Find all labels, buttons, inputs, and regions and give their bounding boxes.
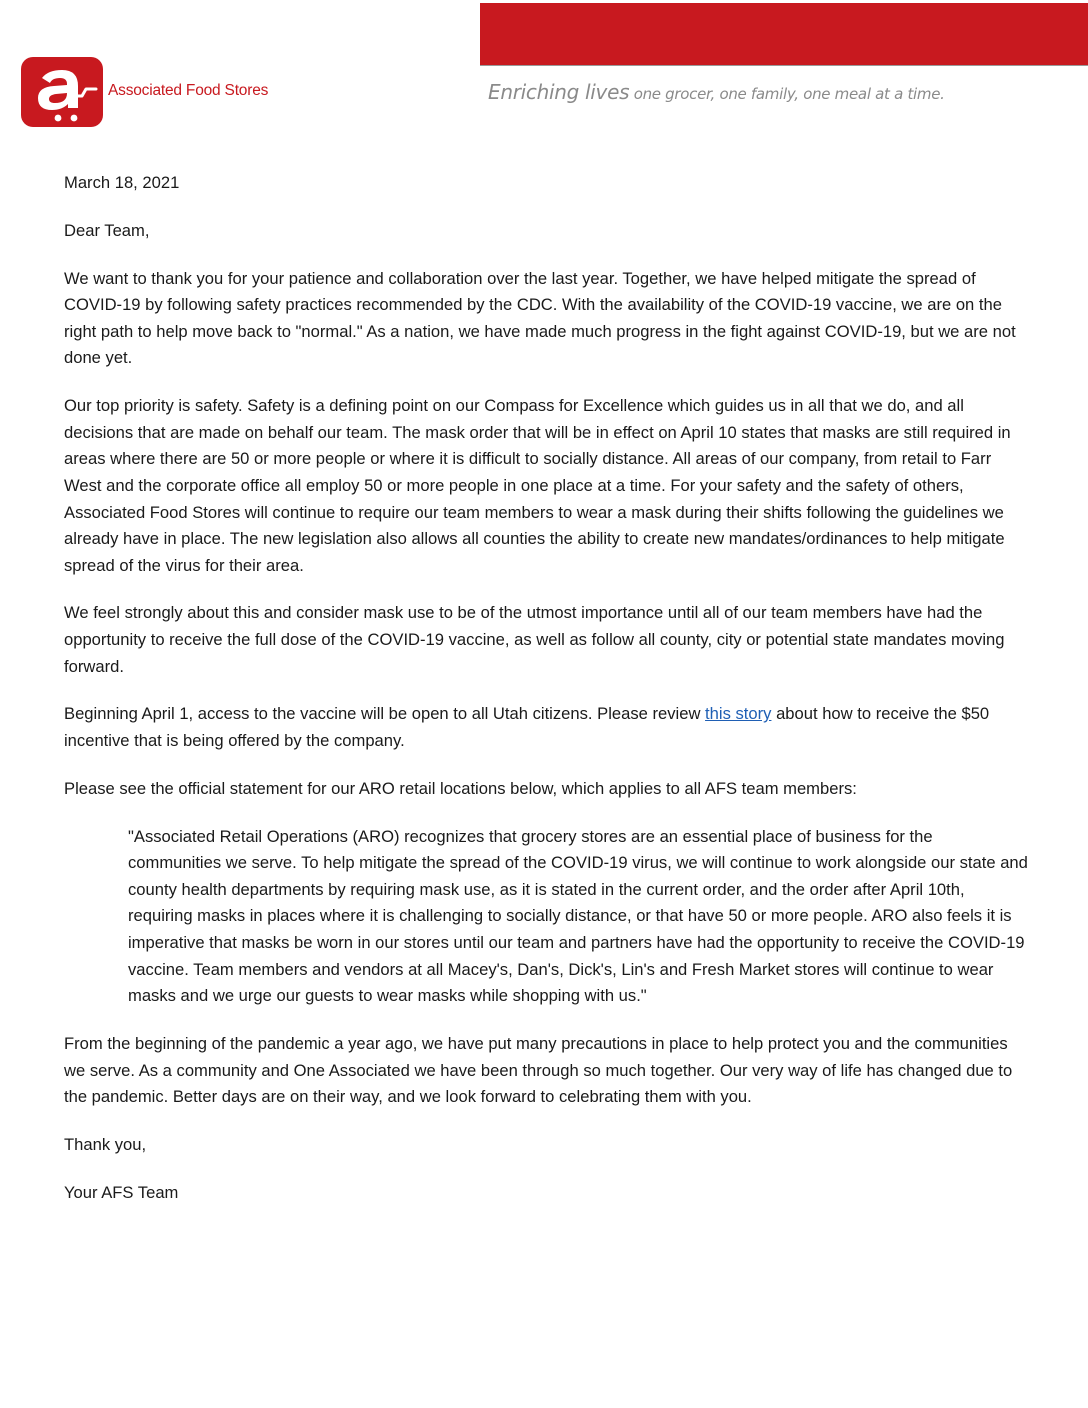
this-story-link[interactable]: this story <box>705 704 772 724</box>
aro-statement-quote: "Associated Retail Operations (ARO) recognizes that grocery stores are an essential place of business for the communities we serve. To help mitigate the spread of the COVID-19 virus, we will continue to work alongside our state and county health departments by requiring mask use, as it is stated in the current order, and the order after April 10th, requiring masks in places where it is challenging to socially distance, or that have 50 or more people. ARO also feels it is imperative that masks be worn in our stores until our team and partners have had the opportunity to receive the COVID-19 vaccine. Team members and vendors at all Macey's, Dan's, Dick's, Lin's and Fresh Market stores will continue to wear masks and we urge our guests to wear masks while shopping with us." <box>128 826 1028 1006</box>
paragraph-official-statement-intro: Please see the official statement for our ARO retail locations below, which applies to all AFS team members: <box>64 778 857 798</box>
paragraph-safety: Our top priority is safety. Safety is a defining point on our Compass for Excellence which guides us in all that we do, and all decisions that are made on behalf our team. The mask order that will be in effect on April 10 states that masks are still required in areas where there are 50 or more people or where it is difficult to socially distance. All areas of our company, from retail to Farr West and the corporate office all employ 50 or more people in one place at a time. For your safety and the safety of others, Associated Food Stores will continue to require our team members to wear a mask during their shifts following the guidelines we already have in place. The new legislation also allows all counties the ability to create new mandates/ordinances to help mitigate spread of the virus for their area. <box>64 396 1011 575</box>
paragraph-thanks: We want to thank you for your patience and collaboration over the last year. Together, we have helped mitigate the spread of COVID-19 by following safety practices recommended by the CDC. With the availability of the COVID-19 vaccine, we are on the right path to help move back to "normal." As a nation, we have made much progress in the fight against COVID-19, but we are not done yet. <box>64 268 1016 368</box>
vaccine-text-after: about how to receive the $50 incentive that is being offered by the company. <box>64 704 990 751</box>
letter-closing: Thank you, <box>64 1134 147 1154</box>
letter-salutation: Dear Team, <box>64 220 150 240</box>
brand-name: Associated Food Stores <box>108 82 269 99</box>
letter-signature: Your AFS Team <box>64 1182 179 1202</box>
paragraph-pandemic-reflection: From the beginning of the pandemic a year ago, we have put many precautions in place to help protect you and the communities we serve. As a community and One Associated we have been through so much together. Our very way of life has changed due to the pandemic. Better days are on their way, and we look forward to celebrating them with you. <box>64 1033 1013 1107</box>
paragraph-vaccine-access <box>64 701 1030 754</box>
shopping-cart-a-logo <box>20 56 104 128</box>
tagline-lead: Enriching lives <box>488 80 630 104</box>
paragraph-mask-importance: We feel strongly about this and consider mask use to be of the utmost importance until all of our team members have had the opportunity to receive the full dose of the COVID-19 vaccine, as well as follow all county, city or potential state mandates moving forward. <box>64 603 1005 676</box>
header-rule <box>480 65 1088 66</box>
vaccine-text-before: Beginning April 1, access to the vaccine will be open to all Utah citizens. Please review <box>64 704 706 724</box>
tagline-rest: one grocer, one family, one meal at a time. <box>629 85 945 103</box>
letter-body <box>64 170 1030 1227</box>
tagline <box>488 80 945 104</box>
letter-date: March 18, 2021 <box>64 173 180 192</box>
header-red-bar <box>480 3 1088 65</box>
